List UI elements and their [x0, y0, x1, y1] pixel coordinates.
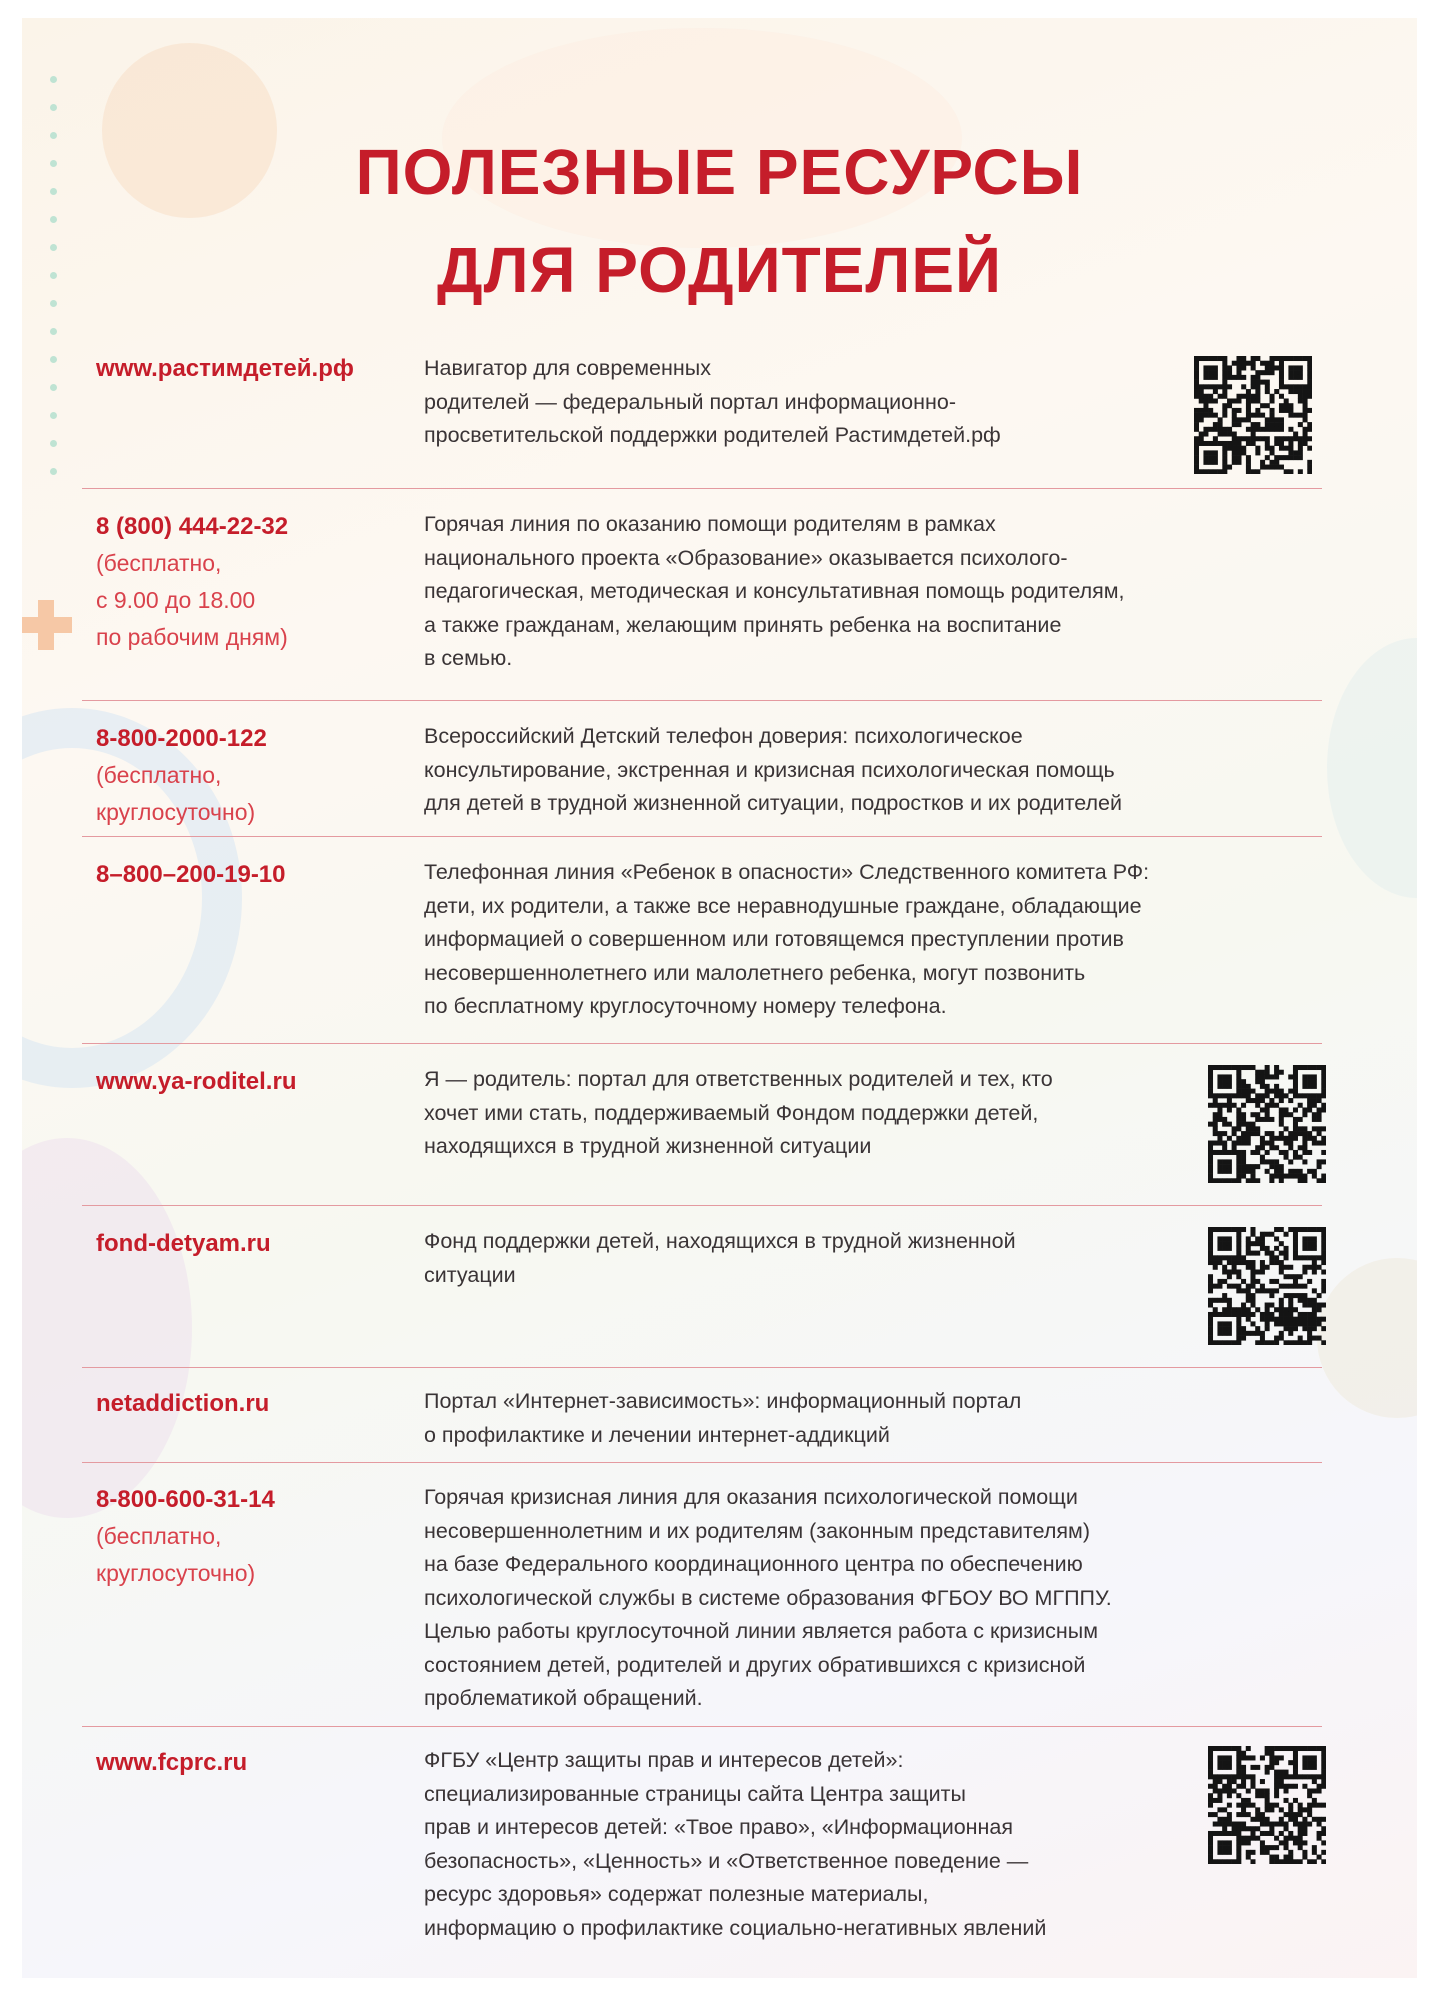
resource-row: 8-800-2000-122 (бесплатно, круглосуточно) Всероссийский Детский телефон доверия: психологическое консультирование, экстренная и кризисная психологическая помощь для детей в трудной жизненной ситуации, подростков и их родителей — [82, 720, 1322, 837]
plus-decor-icon — [22, 600, 72, 650]
phone-number[interactable]: 8-800-2000-122 — [96, 725, 267, 752]
resource-description: Всероссийский Детский телефон доверия: психологическое консультирование, экстренная и кризисная психологическая помощь для детей в трудной жизненной ситуации, подростков и их родителей — [424, 724, 1123, 815]
resource-description: Телефонная линия «Ребенок в опасности» Следственного комитета РФ: дети, их родители, а также все неравнодушные граждане, обладающие информацией о совершенном или готовящемся преступлении против несовершеннолетнего или малолетнего ребенка, могут позвонить по бесплатному круглосуточному номеру телефона. — [424, 860, 1150, 1018]
qr-code-icon — [1194, 356, 1312, 474]
resource-link[interactable]: netaddiction.ru — [96, 1390, 270, 1417]
resource-description: Портал «Интернет-зависимость»: информационный портал о профилактике и лечении интернет-аддикций — [424, 1389, 1022, 1447]
resource-row: 8-800-600-31-14 (бесплатно, круглосуточно) Горячая кризисная линия для оказания психологической помощи несовершеннолетним и их родителям (законным представителям) на базе Федерального координационного центра по обеспечению психологической службы в системе образования ФГБОУ ВО МГППУ. Целью работы круглосуточной линии является работа с кризисным состоянием детей, родителей и других обратившихся с кризисной проблематикой обращений. — [82, 1481, 1322, 1727]
resource-description: Навигатор для современных родителей — федеральный портал информационно- просветительской поддержки родителей Растимдетей.рф — [424, 356, 1001, 447]
qr-code-icon — [1208, 1746, 1326, 1864]
phone-number[interactable]: 8–800–200-19-10 — [96, 861, 286, 888]
resource-row — [82, 1225, 1322, 1368]
title-line-2: ДЛЯ РОДИТЕЛЕЙ — [436, 234, 1003, 306]
resource-row — [82, 856, 1322, 1044]
qr-code-icon — [1208, 1065, 1326, 1183]
phone-number[interactable]: 8 (800) 444-22-32 — [96, 513, 289, 540]
phone-number[interactable]: 8-800-600-31-14 — [96, 1486, 275, 1513]
decor-blob — [1327, 638, 1417, 898]
resource-description: Фонд поддержки детей, находящихся в трудной жизненной ситуации — [424, 1229, 1016, 1287]
resource-description: Я — родитель: портал для ответственных родителей и тех, кто хочет ими стать, поддерживаемый Фондом поддержки детей, находящихся в трудной жизненной ситуации — [424, 1067, 1053, 1158]
resource-link[interactable]: www.ya-roditel.ru — [96, 1068, 297, 1095]
resource-description: ФГБУ «Центр защиты прав и интересов детей»: специализированные страницы сайта Центра защиты прав и интересов детей: «Твое право», «Информационная безопасность», «Ценность» и «Ответственное поведение — ресурс здоровья» содержат полезные материалы, информацию о профилактике социально-негативных явлений — [424, 1748, 1047, 1940]
resource-row — [82, 1063, 1322, 1206]
resource-link[interactable]: www.fcprc.ru — [96, 1749, 248, 1776]
resource-row — [82, 346, 1322, 489]
resource-link[interactable]: www.растимдетей.рф — [96, 355, 354, 382]
qr-code-icon — [1208, 1227, 1326, 1345]
resource-link[interactable]: fond-detyam.ru — [96, 1230, 271, 1257]
poster — [22, 18, 1417, 1978]
resource-description: Горячая кризисная линия для оказания психологической помощи несовершеннолетним и их родителям (законным представителям) на базе Федерального координационного центра по обеспечению психологической службы в системе образования ФГБОУ ВО МГППУ. Целью работы круглосуточной линии является работа с кризисным состоянием детей, родителей и других обратившихся с кризисной проблематикой обращений. — [424, 1485, 1112, 1710]
page-title — [22, 123, 1417, 319]
title-line-1: ПОЛЕЗНЫЕ РЕСУРСЫ — [355, 136, 1084, 208]
resource-description: Горячая линия по оказанию помощи родителям в рамках национального проекта «Образование» оказывается психолого- педагогическая, методическая и консультативная помощь родителям, а также гражданам, желающим принять ребенка на воспитание в семью. — [424, 512, 1125, 670]
resource-row — [82, 1385, 1322, 1463]
decor-blob — [1317, 1258, 1417, 1418]
resource-row — [82, 1744, 1322, 1954]
resource-row: 8 (800) 444-22-32 (бесплатно, с 9.00 до 18.00 по рабочим дням) Горячая линия по оказанию помощи родителям в рамках национального проекта «Образование» оказывается психолого- педагогическая, методическая и консультативная помощь родителям, а также гражданам, желающим принять ребенка на воспитание в семью. — [82, 508, 1322, 701]
